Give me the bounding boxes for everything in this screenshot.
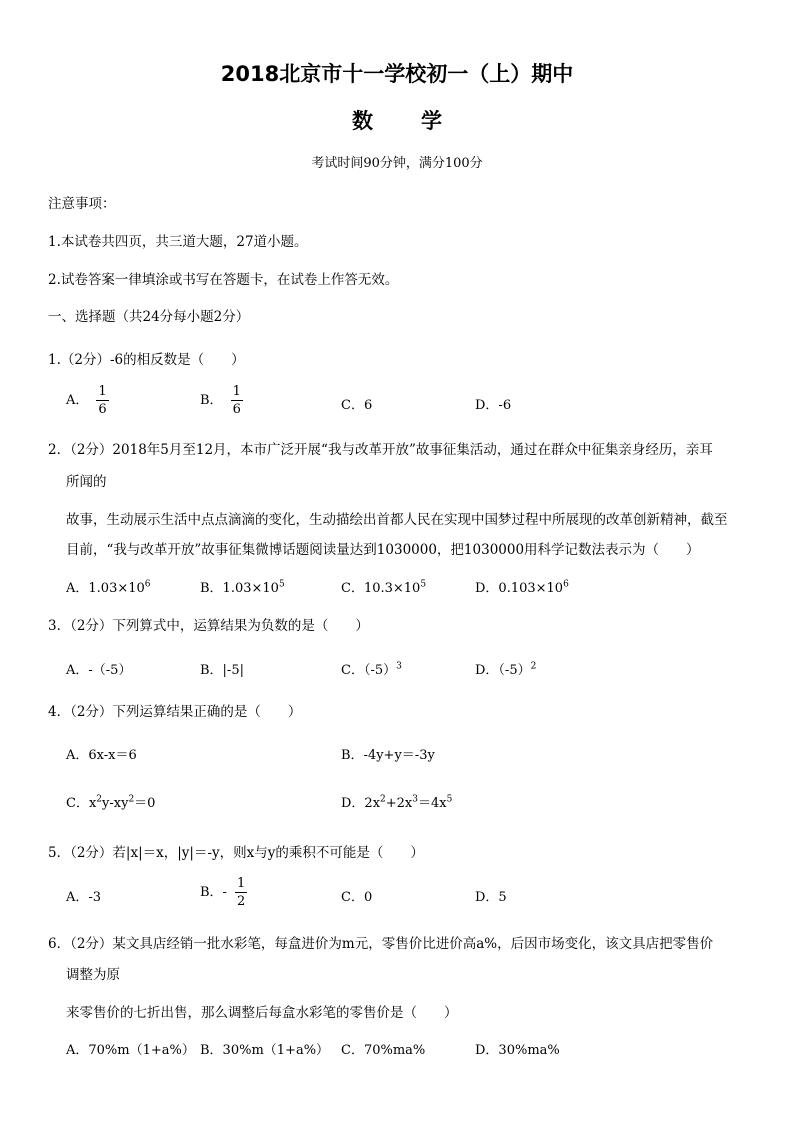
fraction-denominator: 6 <box>232 402 241 417</box>
question-4-option-a: A．6x-x＝6 <box>66 748 137 763</box>
option-label: A． <box>66 393 89 408</box>
question-3-option-c <box>341 659 402 678</box>
subject-char-2: 学 <box>421 109 442 133</box>
exponent: 5 <box>278 579 285 590</box>
question-5-option-a: A．-3 <box>66 890 102 905</box>
question-4-stem: 4．（2分）下列运算结果正确的是（ ） <box>48 704 302 720</box>
question-1-stem: 1.（2分）-6的相反数是（ ） <box>48 352 245 368</box>
question-4-option-c <box>66 792 155 811</box>
question-6-option-b: B．30%m（1+a%） <box>200 1043 330 1058</box>
question-4-option-b: B．-4y+y＝-3y <box>341 748 435 763</box>
option-text: ＝0 <box>134 796 156 811</box>
option-text: D．（-5） <box>475 663 531 678</box>
option-text: C．x <box>66 796 97 811</box>
question-5-option-b <box>200 877 247 908</box>
question-2-option-b <box>200 577 285 596</box>
exponent: 5 <box>446 794 453 805</box>
exponent: 2 <box>96 794 103 805</box>
exponent: 6 <box>563 579 569 590</box>
notes-heading: 注意事项： <box>48 196 116 212</box>
question-3-option-a: A．-（-5） <box>66 663 132 678</box>
exponent: 5 <box>420 579 427 590</box>
question-5-stem: 5．（2分）若|x|＝x，|y|＝-y，则x与y的乘积不可能是（ ） <box>48 845 424 861</box>
question-2-stem: 目前，“我与改革开放”故事征集微博话题阅读量达到1030000，把1030000用科学记数法表示为（ ） <box>66 542 700 558</box>
fraction <box>231 385 243 416</box>
exam-info: 考试时间90分钟，满分100分 <box>311 156 483 171</box>
question-2-option-c <box>341 577 426 596</box>
note-item: 2.试卷答案一律填涂或书写在答题卡，在试卷上作答无效。 <box>48 272 399 288</box>
exponent: 2 <box>380 794 386 805</box>
question-3-stem: 3．（2分）下列算式中，运算结果为负数的是（ ） <box>48 618 369 634</box>
question-6-stem: 来零售价的七折出售，那么调整后每盒水彩笔的零售价是（ ） <box>66 1005 458 1021</box>
question-6-option-d: D．30%ma% <box>475 1043 560 1058</box>
question-1-option-b <box>200 385 243 416</box>
question-2-option-a <box>66 577 151 596</box>
question-4-option-d <box>341 792 452 811</box>
fraction-denominator: 2 <box>236 894 246 909</box>
note-item: 1.本试卷共四页，共三道大题，27道小题。 <box>48 234 308 250</box>
fraction-numerator: 1 <box>236 876 246 891</box>
fraction <box>96 385 108 416</box>
question-2-stem: 2．（2分）2018年5月至12月，本市广泛开展“我与改革开放”故事征集活动，通过在群众中征集亲身经历，亲耳 <box>48 442 713 458</box>
option-text: ＝4x <box>418 796 447 811</box>
question-1-option-d: D．-6 <box>475 398 512 413</box>
question-2-option-d <box>475 577 569 596</box>
subject-title <box>0 105 794 135</box>
fraction-numerator: 1 <box>232 384 241 399</box>
option-text: C．（-5） <box>341 663 397 678</box>
question-3-option-b: B．|-5| <box>200 663 244 678</box>
page-title: 2018北京市十一学校初一（上）期中 <box>220 62 574 86</box>
fraction <box>235 877 247 908</box>
option-text: A．1.03×10 <box>66 581 145 596</box>
option-text: y-xy <box>102 796 129 811</box>
question-6-stem: 调整为原 <box>66 967 120 983</box>
question-2-stem: 所闻的 <box>66 474 107 490</box>
option-text: B．1.03×10 <box>200 581 279 596</box>
question-1-option-a <box>66 385 109 416</box>
fraction-denominator: 6 <box>98 402 107 417</box>
question-5-option-c: C．0 <box>341 890 373 905</box>
option-text: C．10.3×10 <box>341 581 421 596</box>
section-heading: 一、选择题（共24分每小题2分） <box>48 309 250 325</box>
question-5-option-d: D．5 <box>475 890 507 905</box>
exponent: 2 <box>530 661 537 672</box>
fraction-numerator: 1 <box>98 384 107 399</box>
option-label: B． <box>200 393 223 408</box>
option-text: D．2x <box>341 796 381 811</box>
question-3-option-d <box>475 659 536 678</box>
exponent: 6 <box>144 579 151 590</box>
subject-char-1: 数 <box>352 109 373 133</box>
exponent: 3 <box>412 794 418 805</box>
option-text: +2x <box>385 796 413 811</box>
option-text: D．0.103×10 <box>475 581 564 596</box>
option-label: B．- <box>200 885 227 900</box>
question-2-stem: 故事，生动展示生活中点点滴滴的变化，生动描绘出首都人民在实现中国梦过程中所展现的改革创新精神，截至 <box>66 512 728 528</box>
exponent: 3 <box>396 661 402 672</box>
question-1-option-c: C．6 <box>341 398 373 413</box>
question-6-option-c: C．70%ma% <box>341 1043 426 1058</box>
question-6-stem: 6．（2分）某文具店经销一批水彩笔，每盒进价为m元，零售价比进价高a%，后因市场变化，该文具店把零售价 <box>48 936 714 952</box>
exponent: 2 <box>128 794 135 805</box>
question-6-option-a: A．70%m（1+a%） <box>66 1043 195 1058</box>
